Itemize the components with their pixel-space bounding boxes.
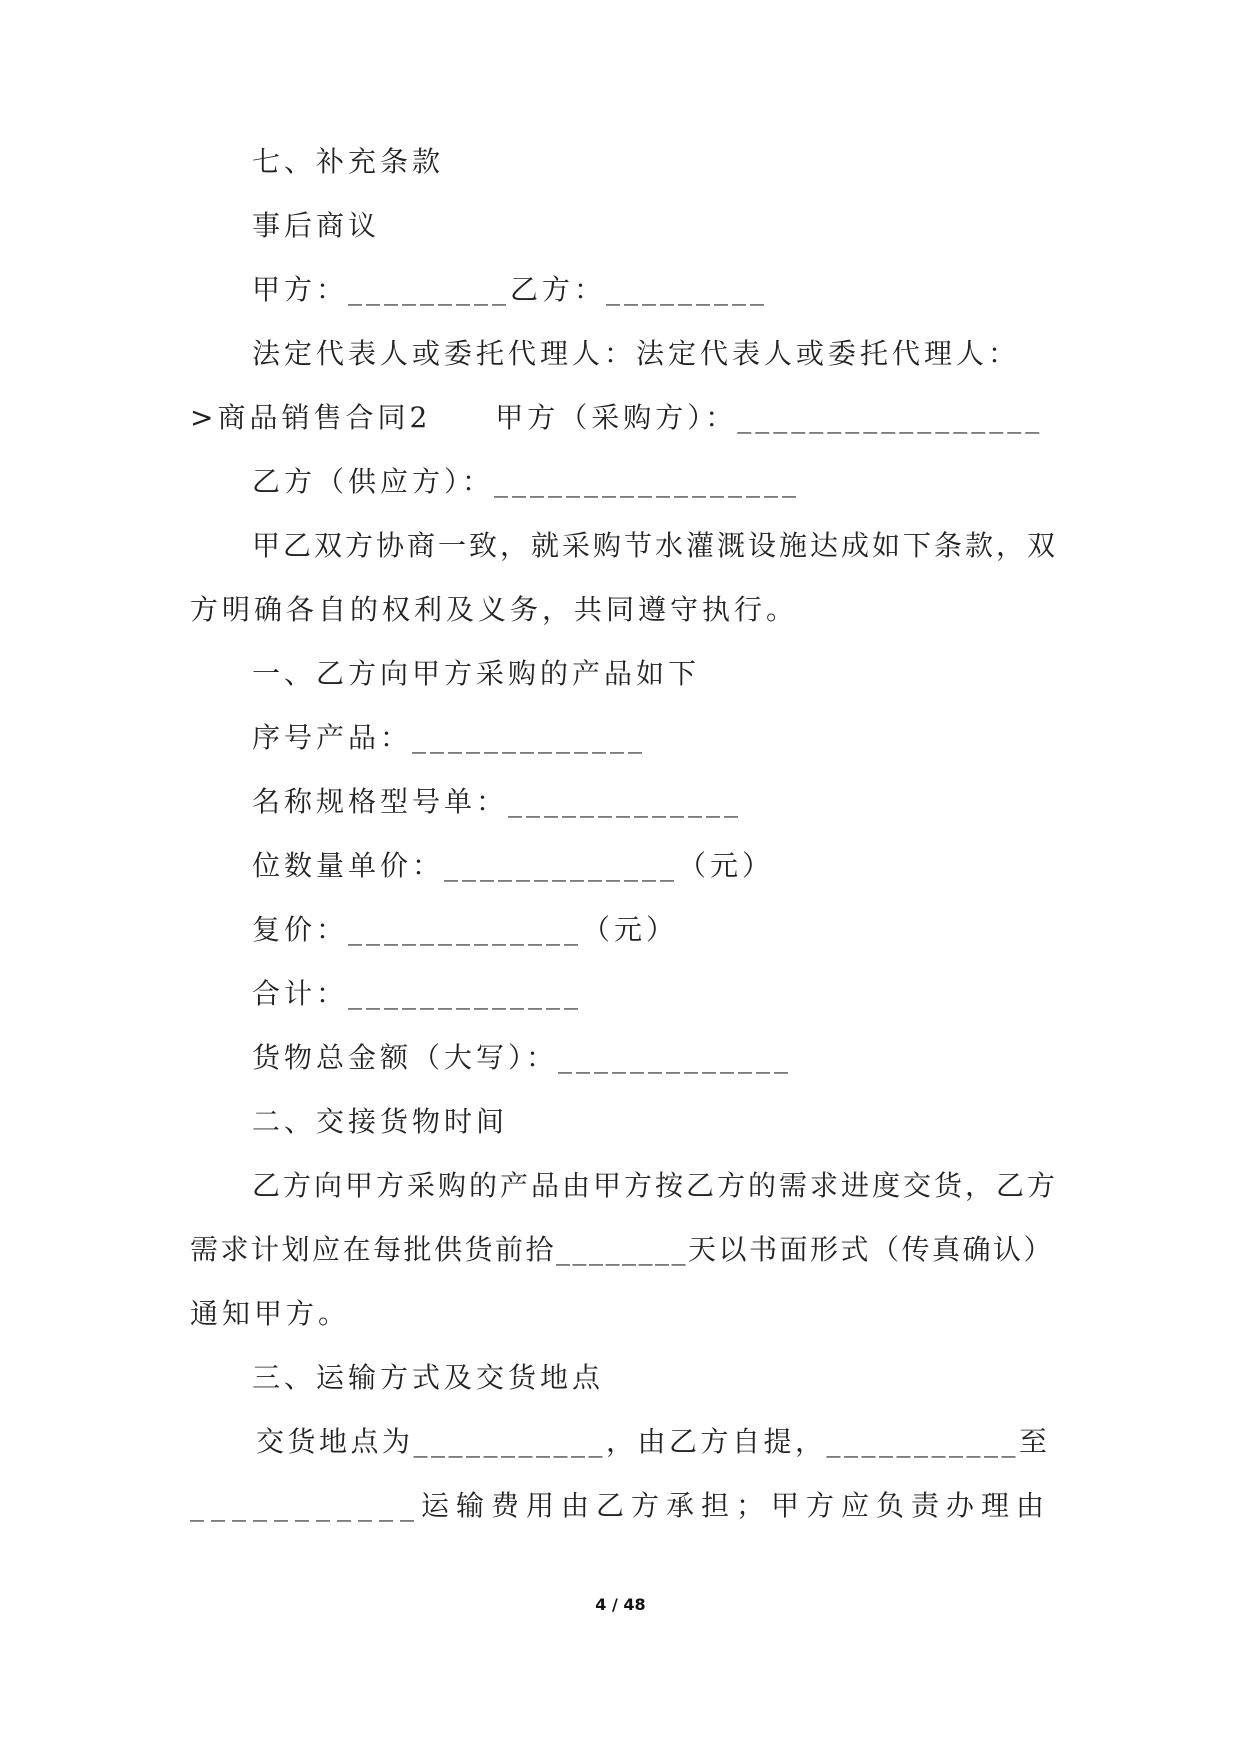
page-number: 4 / 48 bbox=[595, 1595, 646, 1614]
preamble-line-2: 方明确各自的权利及义务，共同遵守执行。 bbox=[190, 593, 799, 626]
party-signature-line: 甲方：_________乙方：_________ bbox=[252, 273, 769, 306]
delivery-time-line-1: 乙方向甲方采购的产品由甲方按乙方的需求进度交货，乙方 bbox=[252, 1169, 1059, 1202]
section-1-heading: 一、乙方向甲方采购的产品如下 bbox=[252, 657, 701, 690]
delivery-place-line-1: 交货地点为___________，由乙方自提，___________至 bbox=[256, 1425, 1051, 1458]
section-2-heading: 二、交接货物时间 bbox=[252, 1105, 509, 1138]
compound-price-field: 复价：_____________（元） bbox=[252, 913, 679, 946]
unit-price-field: 位数量单价：_____________（元） bbox=[252, 849, 775, 882]
total-field: 合计：_____________ bbox=[252, 977, 583, 1010]
total-amount-field: 货物总金额（大写）：_____________ bbox=[252, 1041, 793, 1074]
section-3-heading: 三、运输方式及交货地点 bbox=[252, 1361, 605, 1394]
delivery-place-line-2: ___________运输费用由乙方承担；甲方应负责办理由 bbox=[190, 1489, 1052, 1522]
delivery-time-line-3: 通知甲方。 bbox=[190, 1297, 351, 1330]
delivery-time-line-2: 需求计划应在每批供货前拾________天以书面形式（传真确认） bbox=[190, 1233, 1055, 1266]
preamble-line-1: 甲乙双方协商一致，就采购节水灌溉设施达成如下条款，双 bbox=[252, 529, 1059, 562]
party-b-supplier-line: 乙方（供应方）：_________________ bbox=[252, 465, 801, 498]
product-serial-field: 序号产品：_____________ bbox=[252, 721, 647, 754]
product-spec-field: 名称规格型号单：_____________ bbox=[252, 785, 743, 818]
section-7-body: 事后商议 bbox=[252, 209, 381, 242]
section-7-heading: 七、补充条款 bbox=[252, 145, 445, 178]
representative-line: 法定代表人或委托代理人：法定代表人或委托代理人： bbox=[252, 337, 1021, 370]
contract-2-title-line: >商品销售合同2 甲方（采购方）：_________________ bbox=[190, 401, 1044, 434]
